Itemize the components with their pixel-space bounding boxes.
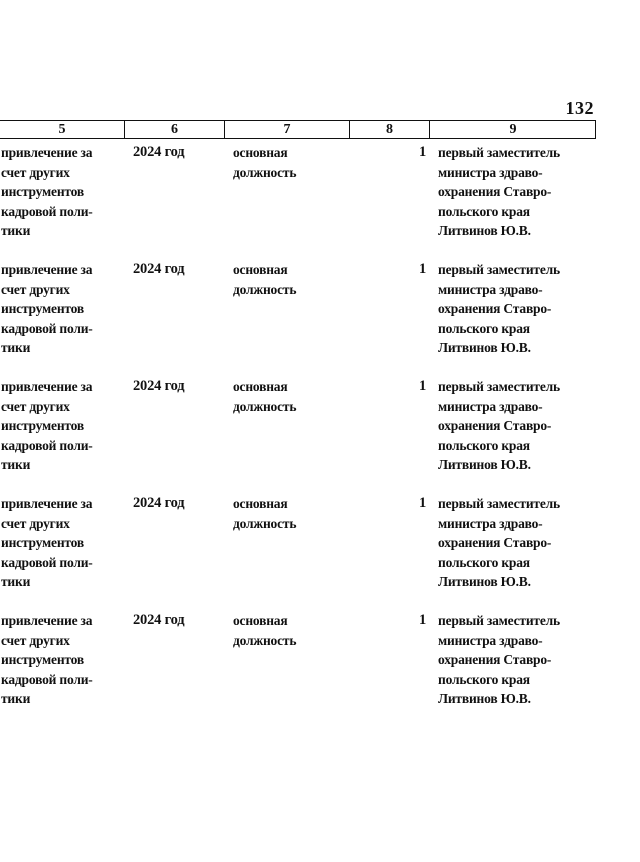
cell-line: счет других	[1, 281, 70, 297]
cell-responsible	[438, 494, 598, 592]
cell-line: привлечение за	[1, 496, 93, 511]
cell-line: первый заместитель	[438, 613, 560, 628]
cell-line: первый заместитель	[438, 145, 560, 160]
cell-line: первый заместитель	[438, 496, 560, 511]
cell-line: польского края	[438, 437, 530, 453]
cell-responsible	[438, 260, 598, 358]
cell-line: основная	[233, 379, 288, 394]
cell-year: 2024 год	[133, 261, 185, 277]
cell-line: Литвинов Ю.В.	[438, 457, 531, 472]
cell-method	[1, 611, 123, 709]
cell-line: основная	[233, 613, 288, 628]
cell-method	[1, 377, 123, 475]
cell-line: министра здраво-	[438, 632, 543, 648]
table-row	[0, 494, 596, 611]
cell-line: министра здраво-	[438, 515, 543, 531]
cell-method	[1, 260, 123, 358]
cell-line: привлечение за	[1, 262, 93, 277]
cell-method	[1, 143, 123, 241]
table-row	[0, 611, 596, 728]
cell-position-type	[233, 377, 348, 416]
cell-year: 2024 год	[133, 612, 185, 628]
cell-line: привлечение за	[1, 145, 93, 160]
cell-line: инструментов	[1, 652, 84, 667]
cell-line: тики	[1, 457, 31, 472]
cell-line: Литвинов Ю.В.	[438, 340, 531, 355]
cell-line: привлечение за	[1, 613, 93, 628]
table-body	[0, 143, 596, 728]
cell-responsible	[438, 143, 598, 241]
cell-line: кадровой поли-	[1, 320, 93, 336]
cell-line: основная	[233, 262, 288, 277]
cell-position-type	[233, 143, 348, 182]
cell-line: Литвинов Ю.В.	[438, 574, 531, 589]
cell-year: 2024 год	[133, 495, 185, 511]
cell-line: должность	[233, 515, 297, 531]
column-header-9: 9	[509, 122, 517, 137]
cell-position-type	[233, 260, 348, 299]
cell-line: Литвинов Ю.В.	[438, 691, 531, 706]
cell-responsible	[438, 611, 598, 709]
cell-year: 2024 год	[133, 144, 185, 160]
cell-line: польского края	[438, 320, 530, 336]
cell-count: 1	[418, 378, 426, 394]
cell-line: тики	[1, 574, 31, 589]
cell-line: должность	[233, 281, 297, 297]
column-header-8: 8	[350, 121, 430, 138]
cell-line: счет других	[1, 515, 70, 531]
cell-line: министра здраво-	[438, 164, 543, 180]
cell-line: основная	[233, 145, 288, 160]
cell-count: 1	[418, 144, 426, 160]
cell-count: 1	[418, 612, 426, 628]
cell-line: кадровой поли-	[1, 554, 93, 570]
cell-position-type	[233, 611, 348, 650]
cell-line: польского края	[438, 554, 530, 570]
cell-line: тики	[1, 340, 31, 355]
table-row	[0, 377, 596, 494]
cell-line: тики	[1, 223, 31, 238]
cell-count: 1	[418, 495, 426, 511]
cell-line: польского края	[438, 671, 530, 687]
cell-line: охранения Ставро-	[438, 184, 552, 199]
cell-line: тики	[1, 691, 31, 706]
cell-line: счет других	[1, 164, 70, 180]
document-table	[0, 120, 596, 728]
cell-line: инструментов	[1, 535, 84, 550]
cell-line: должность	[233, 632, 297, 648]
table-row	[0, 143, 596, 260]
cell-line: польского края	[438, 203, 530, 219]
cell-line: привлечение за	[1, 379, 93, 394]
cell-line: министра здраво-	[438, 281, 543, 297]
cell-line: министра здраво-	[438, 398, 543, 414]
cell-line: счет других	[1, 632, 70, 648]
table-row	[0, 260, 596, 377]
cell-line: охранения Ставро-	[438, 652, 552, 667]
cell-line: основная	[233, 496, 288, 511]
cell-line: Литвинов Ю.В.	[438, 223, 531, 238]
cell-line: первый заместитель	[438, 379, 560, 394]
cell-line: должность	[233, 164, 297, 180]
cell-line: должность	[233, 398, 297, 414]
cell-line: кадровой поли-	[1, 671, 93, 687]
column-header-7: 7	[225, 121, 350, 138]
cell-method	[1, 494, 123, 592]
cell-line: счет других	[1, 398, 70, 414]
column-header-6: 6	[125, 121, 225, 138]
cell-line: инструментов	[1, 418, 84, 433]
cell-responsible	[438, 377, 598, 475]
cell-line: первый заместитель	[438, 262, 560, 277]
cell-position-type	[233, 494, 348, 533]
cell-count: 1	[418, 261, 426, 277]
cell-line: охранения Ставро-	[438, 301, 552, 316]
cell-line: инструментов	[1, 301, 84, 316]
cell-line: кадровой поли-	[1, 203, 93, 219]
table-header	[0, 120, 596, 139]
cell-year: 2024 год	[133, 378, 185, 394]
column-header-5: 5	[0, 121, 125, 138]
cell-line: охранения Ставро-	[438, 418, 552, 433]
cell-line: охранения Ставро-	[438, 535, 552, 550]
cell-line: инструментов	[1, 184, 84, 199]
cell-line: кадровой поли-	[1, 437, 93, 453]
page-number: 132	[565, 98, 594, 118]
